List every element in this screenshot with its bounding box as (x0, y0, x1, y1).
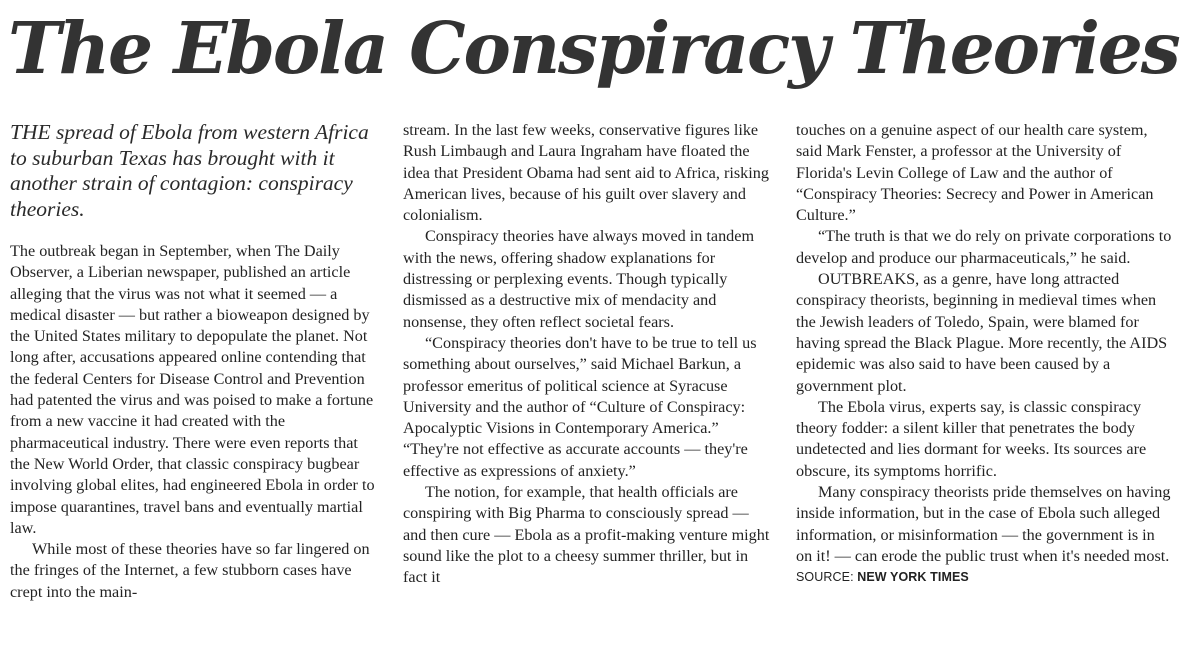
paragraph: “Conspiracy theories don't have to be true to tell us something about ourselves,” said Michael Barkun, a professor emeritus of political science at Syracuse University and the author of “Culture of Conspiracy: Apocalyptic Visions in Contemporary America.” “They're not effective as accurate accounts — they're effective as expressions of anxiety.” (403, 333, 757, 480)
paragraph: While most of these theories have so far lingered on the fringes of the Internet, a few stubborn cases have crept into the main- (10, 540, 370, 601)
paragraph: The outbreak began in September, when The Daily Observer, a Liberian newspaper, published an article alleging that the virus was not what it seemed — a medical disaster — but rather a bioweapon designed by the United States military to depopulate the planet. Not long after, accusations appeared online contending that the federal Centers for Disease Control and Prevention had patented the virus and was poised to make a fortune from a new vaccine it had created with the pharmaceutical industry. There were even reports that the New World Order, that classic conspiracy bugbear involving global elites, had engineered Ebola in order to impose quarantines, travel bans and eventually martial law. (10, 242, 375, 537)
column-3 (796, 120, 1174, 585)
deck: THE spread of Ebola from western Africa to suburban Texas has brought with it another strain of contagion: conspiracy theories. (10, 120, 369, 221)
paragraph: “The truth is that we do rely on private corporations to develop and produce our pharmaceuticals,” he said. (796, 227, 1172, 267)
column-2 (403, 120, 775, 589)
column-1 (10, 120, 380, 603)
source-outlet: NEW YORK TIMES (857, 570, 969, 585)
source-label: SOURCE: (796, 570, 854, 585)
paragraph: The Ebola virus, experts say, is classic conspiracy theory fodder: a silent killer that penetrates the body undetected and lies dormant for weeks. Its sources are obscure, its symptoms horrific. (796, 397, 1147, 480)
paragraph: OUTBREAKS, as a genre, have long attracted conspiracy theorists, beginning in medieval times when the Jewish leaders of Toledo, Spain, were blamed for having spread the Black Plague. More recently, the AIDS epidemic was also said to have been caused by a government plot. (796, 270, 1168, 395)
headline: The Ebola Conspiracy Theories (8, 6, 1179, 90)
paragraph: The notion, for example, that health officials are conspiring with Big Pharma to consciously spread — and then cure — Ebola as a profit-making venture might sound like the plot to a cheesy summer thriller, but in fact it (403, 483, 770, 587)
paragraph: stream. In the last few weeks, conservative figures like Rush Limbaugh and Laura Ingraham have floated the idea that President Obama had sent aid to Africa, risking American lives, because of his guilt over slavery and colonialism. (403, 121, 769, 225)
paragraph: touches on a genuine aspect of our health care system, said Mark Fenster, a professor at the University of Florida's Levin College of Law and the author of “Conspiracy Theories: Secrecy and Power in American Culture.” (796, 121, 1154, 225)
paragraph: Many conspiracy theorists pride themselves on having inside information, but in the case of Ebola such alleged information, or misinformation — the government is in on it! — can erode the public trust when it's needed most. (796, 483, 1171, 565)
paragraph: Conspiracy theories have always moved in tandem with the news, offering shadow explanations for distressing or perplexing events. Though typically dismissed as a destructive mix of mendacity and nonsense, they often reflect societal fears. (403, 227, 755, 331)
source-credit (796, 569, 1174, 585)
